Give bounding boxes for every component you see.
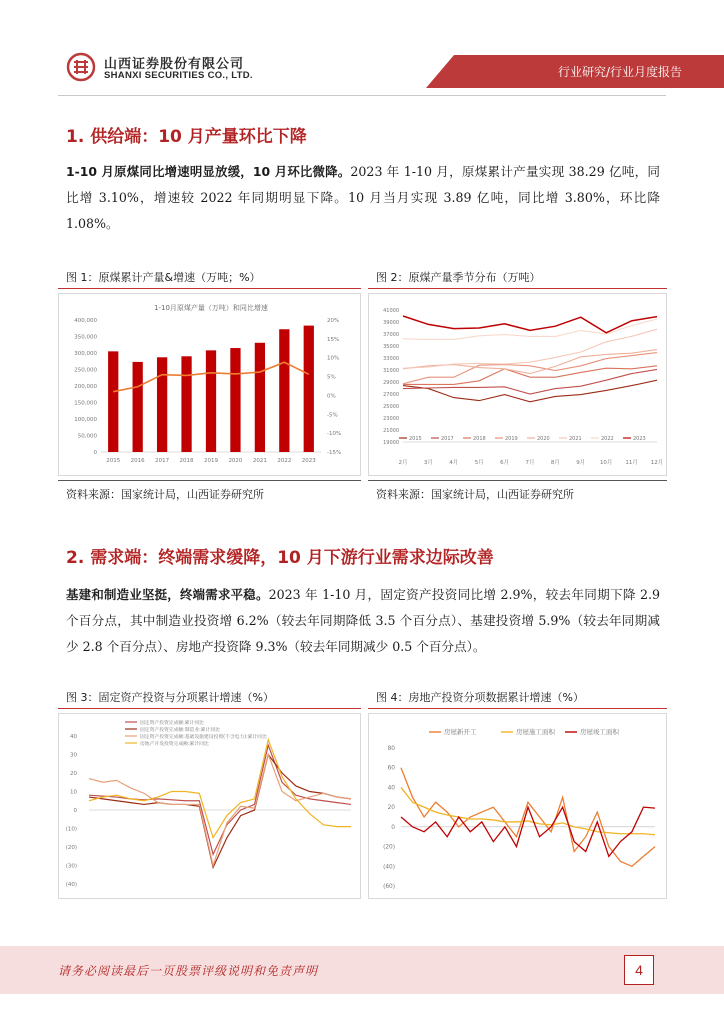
section-2-lead: 基建和制造业坚挺，终端需求平稳。 <box>66 587 269 602</box>
y2-tick-label: -5% <box>327 412 338 419</box>
y-tick-label: 300,000 <box>74 351 97 357</box>
figure-2-top-rule <box>368 288 667 289</box>
y-tick-label: 41000 <box>383 308 399 314</box>
x-tick-label: 2022 <box>277 458 292 464</box>
y2-tick-label: -15% <box>327 450 342 456</box>
legend-label-0: 房屋新开工 <box>444 728 477 736</box>
legend-label-2018: 2018 <box>473 436 486 442</box>
y-tick-label: 60 <box>387 765 395 772</box>
y2-tick-label: 10% <box>327 355 340 362</box>
y-tick-label: 37000 <box>383 332 399 338</box>
series-line-2020 <box>403 350 657 374</box>
y-tick-label: (40) <box>65 882 77 888</box>
bar-2019 <box>206 350 216 452</box>
bar-2020 <box>230 348 240 452</box>
figure-3-svg <box>59 714 360 898</box>
x-tick-label: 2018 <box>179 458 194 464</box>
y2-tick-label: -10% <box>327 431 342 438</box>
x-tick-label: 2021 <box>252 458 267 464</box>
legend-label-1: 固定资产投资完成额:制造业:累计同比 <box>140 728 220 733</box>
section-1-body: 2023 年 1-10 月，原煤累计产量实现 38.29 亿吨，同比增 3.10%，增速较 2022 年同期明显下降。10 月当月实现 3.89 亿吨，同比增 3.80%，环比降 1.08%。 <box>66 164 660 231</box>
figure-1-bottom-rule <box>58 480 361 481</box>
y2-tick-label: 15% <box>327 336 340 343</box>
figure-1-svg <box>59 294 360 475</box>
x-tick-label: 2016 <box>130 458 145 464</box>
y2-tick-label: 5% <box>327 374 336 381</box>
y-tick-label: 100,000 <box>74 417 97 423</box>
section-2-title: 2. 需求端：终端需求缓降，10 月下游行业需求边际改善 <box>66 548 494 568</box>
series-line-3 <box>89 740 351 838</box>
y-tick-label: (40) <box>383 864 395 871</box>
figure-2-chart <box>368 293 667 476</box>
y-tick-label: (20) <box>65 845 77 851</box>
company-name-cn: 山西证券股份有限公司 <box>104 57 245 72</box>
company-logo-icon <box>66 52 96 82</box>
bar-2018 <box>181 356 191 452</box>
bar-2016 <box>133 362 143 452</box>
legend-label-2020: 2020 <box>537 436 550 442</box>
figure-3-chart <box>58 713 361 899</box>
series-line-2021 <box>403 329 657 368</box>
y-tick-label: 35000 <box>383 344 399 350</box>
y-tick-label: 19000 <box>383 440 399 446</box>
figure-2-source: 资料来源：国家统计局，山西证券研究所 <box>376 488 574 501</box>
series-line-2018 <box>403 366 657 385</box>
page-number: 4 <box>624 955 654 985</box>
figure-4-top-rule <box>368 708 667 709</box>
legend-label-1: 房屋施工面积 <box>516 728 555 736</box>
y-tick-label: 200,000 <box>74 384 97 390</box>
y2-tick-label: 20% <box>327 318 340 324</box>
figure-3-top-rule <box>58 708 361 709</box>
series-line-1 <box>401 787 655 834</box>
y-tick-label: 0 <box>391 824 395 831</box>
section-1-lead: 1-10 月原煤同比增速明显放缓，10 月环比微降。 <box>66 164 351 179</box>
bar-2017 <box>157 357 167 452</box>
x-tick-label: 3月 <box>423 460 433 466</box>
figure-2-bottom-rule <box>368 480 667 481</box>
y-tick-label: 20 <box>70 771 77 777</box>
series-line-2015 <box>403 380 657 402</box>
y-tick-label: 0 <box>73 808 77 814</box>
x-tick-label: 9月 <box>576 460 586 466</box>
legend-label-2021: 2021 <box>569 436 582 442</box>
company-name-en: SHANXI SECURITIES CO., LTD. <box>104 70 253 81</box>
figure-1-title: 图 1：原煤累计产量&增速（万吨；%） <box>66 271 261 284</box>
y-tick-label: 50,000 <box>77 433 97 440</box>
y-tick-label: 80 <box>387 746 395 752</box>
y-tick-label: 0 <box>93 450 97 456</box>
x-tick-label: 2月 <box>398 460 408 466</box>
x-tick-label: 2017 <box>155 458 170 464</box>
header-divider <box>58 95 666 96</box>
x-tick-label: 2015 <box>106 458 121 464</box>
legend-label-2017: 2017 <box>441 436 454 442</box>
x-tick-label: 10月 <box>599 460 613 466</box>
y-tick-label: 25000 <box>383 404 399 410</box>
bar-2015 <box>108 351 118 452</box>
series-line-0 <box>401 768 655 867</box>
y-tick-label: 39000 <box>383 320 399 326</box>
x-tick-label: 2020 <box>228 458 243 464</box>
y-tick-label: 21000 <box>383 428 399 434</box>
bar-2023 <box>304 326 314 452</box>
x-tick-label: 8月 <box>550 460 560 466</box>
y-tick-label: (20) <box>383 844 395 851</box>
bar-2021 <box>255 343 265 452</box>
figure-2-svg <box>369 294 666 475</box>
footer-disclaimer: 请务必阅读最后一页股票评级说明和免责声明 <box>58 964 319 978</box>
y-tick-label: (10) <box>65 826 77 833</box>
section-1-title: 1. 供给端：10 月产量环比下降 <box>66 127 307 147</box>
report-type-tag: 行业研究/行业月度报告 <box>557 65 682 79</box>
figure-4-title: 图 4：房地产投资分项数据累计增速（%） <box>376 691 584 704</box>
y-tick-label: 31000 <box>383 368 399 374</box>
legend-label-0: 固定资产投资完成额:累计同比 <box>140 721 204 726</box>
series-line-2022 <box>403 319 657 339</box>
legend-label-2023: 2023 <box>633 436 646 442</box>
y-tick-label: 40 <box>70 734 77 740</box>
x-tick-label: 2019 <box>204 458 218 464</box>
figure-2-title: 图 2：原煤产量季节分布（万吨） <box>376 271 541 284</box>
page-header <box>0 0 724 96</box>
figure-3-title: 图 3：固定资产投资与分项累计增速（%） <box>66 691 274 704</box>
legend-label-2015: 2015 <box>409 436 422 442</box>
y2-tick-label: 0% <box>327 393 336 400</box>
y-tick-label: (60) <box>383 884 395 890</box>
y-tick-label: 400,000 <box>74 318 97 324</box>
series-line-0 <box>89 745 351 854</box>
figure-4-svg <box>369 714 666 898</box>
y-tick-label: 27000 <box>383 392 399 398</box>
figure-4-chart <box>368 713 667 899</box>
section-2-body: 2023 年 1-10 月，固定资产投资同比增 2.9%，较去年同期下降 2.9 个百分点，其中制造业投资增 6.2%（较去年同期降低 3.5 个百分点）、基建投资增 5.9%（较去年同期减少 2.8 个百分点）、房地产投资降 9.3%（较去年同期减少 0.5 个百分点）。 <box>66 587 660 654</box>
x-tick-label: 11月 <box>625 460 638 466</box>
x-tick-label: 6月 <box>500 460 510 466</box>
figure-1-chart <box>58 293 361 476</box>
series-line-2 <box>401 807 655 856</box>
y-tick-label: 250,000 <box>74 367 97 374</box>
y-tick-label: 33000 <box>383 356 399 362</box>
bar-2022 <box>279 329 289 452</box>
y-tick-label: 40 <box>387 785 395 792</box>
legend-label-2019: 2019 <box>505 436 518 442</box>
x-tick-label: 7月 <box>525 460 535 466</box>
legend-label-2: 固定资产投资完成额:基础设施建设投资(不含电力):累计同比 <box>140 735 267 740</box>
x-tick-label: 12月 <box>650 460 664 466</box>
legend-label-3: 房地产开发投资完成额:累计同比 <box>140 742 209 747</box>
x-tick-label: 2023 <box>301 458 316 464</box>
y-tick-label: (30) <box>65 863 77 870</box>
section-1-paragraph <box>66 159 660 237</box>
y-tick-label: 29000 <box>383 380 399 386</box>
figure-1-top-rule <box>58 288 361 289</box>
legend-label-2: 房屋竣工面积 <box>580 728 619 736</box>
y-tick-label: 350,000 <box>74 334 97 341</box>
section-2-paragraph <box>66 582 660 660</box>
y-tick-label: 150,000 <box>74 400 97 407</box>
legend-label-2022: 2022 <box>601 436 614 442</box>
y-tick-label: 23000 <box>383 416 399 422</box>
series-line-1 <box>89 755 351 868</box>
figure-1-source: 资料来源：国家统计局，山西证券研究所 <box>66 488 264 501</box>
x-tick-label: 4月 <box>449 460 459 466</box>
y-tick-label: 30 <box>70 752 77 759</box>
y-tick-label: 10 <box>70 789 77 796</box>
x-tick-label: 5月 <box>474 460 484 466</box>
y-tick-label: 20 <box>387 805 395 812</box>
chart-1-title: 1-10月原煤产量（万吨）和同比增速 <box>154 304 268 312</box>
